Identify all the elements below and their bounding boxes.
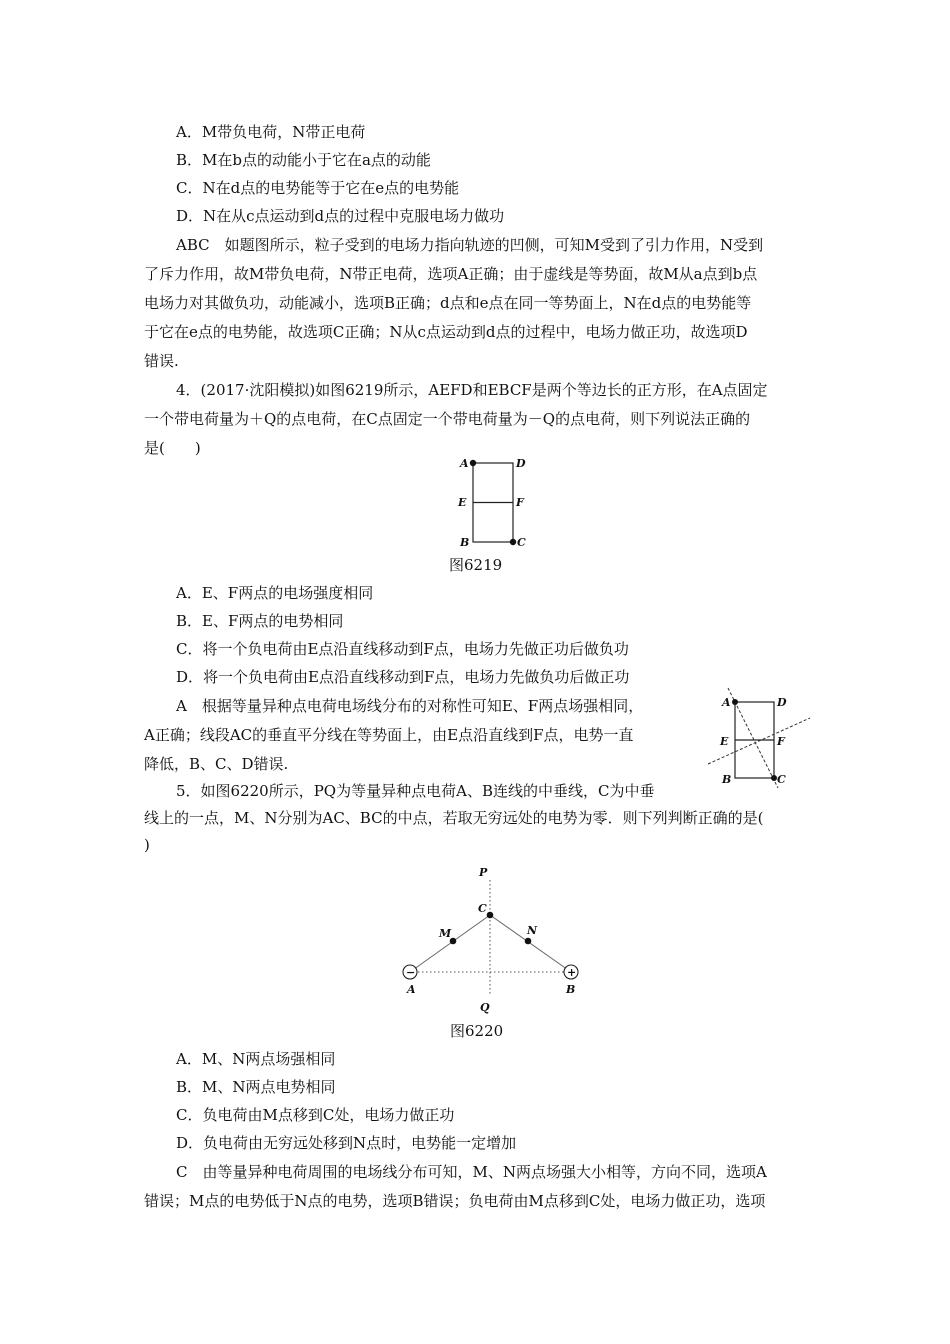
label-c: C (478, 902, 487, 915)
q3-answer-line: 了斥力作用，故M带负电荷，N带正电荷，选项A正确；由于虚线是等势面，故M从a点到b点 (144, 265, 758, 283)
q4-stem-line: 一个带电荷量为＋Q的点电荷，在C点固定一个带电荷量为－Q的点电荷，则下列说法正确的 (144, 410, 751, 428)
figure-6219 (452, 454, 532, 558)
q5-answer-line: 错误；M点的电势低于N点的电势，选项B错误；负电荷由M点移到C处，电场力做正功，选项 (144, 1192, 766, 1210)
charge-point-a (732, 699, 738, 705)
label-d: D (516, 457, 526, 470)
figure-6220 (394, 860, 594, 1024)
q4-stem-line: 4．(2017·沈阳模拟)如图6219所示，AEFD和EBCF是两个等边长的正方形，在A点固定 (176, 381, 768, 399)
q3-option-b: B．M在b点的动能小于它在a点的动能 (176, 151, 431, 169)
charge-point-c (510, 539, 516, 545)
figure-6219-caption: 图6219 (449, 556, 503, 574)
q3-answer-line: 电场力对其做负功，动能减小，选项B正确；d点和e点在同一等势面上，N在d点的电势能等 (144, 294, 752, 312)
q4-answer-line: 降低，B、C、D错误. (144, 755, 289, 773)
plus-sign: + (567, 966, 577, 979)
label-f: F (516, 496, 524, 509)
q3-option-c: C．N在d点的电势能等于它在e点的电势能 (176, 179, 460, 197)
label-c: C (517, 536, 526, 549)
label-n: N (527, 924, 538, 937)
q5-answer-line: C 由等量异种电荷周围的电场线分布可知，M、N两点场强大小相等，方向不同，选项A (176, 1163, 767, 1181)
q5-option-d: D．负电荷由无穷远处移到N点时，电势能一定增加 (176, 1134, 517, 1152)
label-e: E (720, 735, 729, 748)
label-a: A (460, 457, 469, 470)
q3-answer-line: 错误. (144, 352, 179, 370)
q3-answer-line: 于它在e点的电势能，故选项C正确；N从c点运动到d点的过程中，电场力做正功，故选项D (144, 323, 748, 341)
q3-option-d: D．N在从c点运动到d点的过程中克服电场力做功 (176, 207, 505, 225)
q3-answer-line: ABC 如题图所示，粒子受到的电场力指向轨迹的凹侧，可知M受到了引力作用，N受到 (176, 236, 764, 254)
label-b: B (722, 773, 732, 786)
label-p: P (479, 866, 488, 879)
q4-option-d: D．将一个负电荷由E点沿直线移动到F点，电场力先做负功后做正功 (176, 668, 630, 686)
q5-stem-line: ) (144, 836, 150, 854)
charge-point-a (470, 460, 476, 466)
q4-option-a: A．E、F两点的电场强度相同 (176, 584, 374, 602)
point-n (525, 938, 532, 945)
label-a: A (722, 696, 731, 709)
q4-option-b: B．E、F两点的电势相同 (176, 612, 344, 630)
q4-stem-line: 是( ) (144, 439, 201, 457)
q4-answer-line: A正确；线段AC的垂直平分线在等势面上，由E点沿直线到F点，电势一直 (144, 726, 634, 744)
q5-stem-line: 5．如图6220所示，PQ为等量异种点电荷A、B连线的中垂线，C为中垂 (176, 782, 655, 800)
q4-option-c: C．将一个负电荷由E点沿直线移动到F点，电场力先做正功后做负功 (176, 640, 629, 658)
label-m: M (439, 927, 452, 940)
label-e: E (458, 496, 467, 509)
label-b: B (566, 983, 576, 996)
label-a: A (407, 983, 416, 996)
label-f: F (777, 735, 785, 748)
label-c: C (777, 773, 786, 786)
label-d: D (777, 696, 787, 709)
q4-answer-figure (700, 684, 820, 803)
point-c (487, 912, 494, 919)
q5-option-c: C．负电荷由M点移到C处，电场力做正功 (176, 1106, 455, 1124)
q4-answer-line: A 根据等量异种点电荷电场线分布的对称性可知E、F两点场强相同， (176, 697, 644, 715)
q5-option-a: A．M、N两点场强相同 (176, 1050, 336, 1068)
q5-option-b: B．M、N两点电势相同 (176, 1078, 336, 1096)
label-q: Q (480, 1001, 490, 1014)
label-b: B (460, 536, 470, 549)
q3-option-a: A．M带负电荷，N带正电荷 (176, 123, 366, 141)
figure-6220-caption: 图6220 (450, 1022, 504, 1040)
minus-sign: − (406, 966, 416, 979)
q5-stem-line: 线上的一点，M、N分别为AC、BC的中点，若取无穷远处的电势为零．则下列判断正确的是( (144, 809, 764, 827)
